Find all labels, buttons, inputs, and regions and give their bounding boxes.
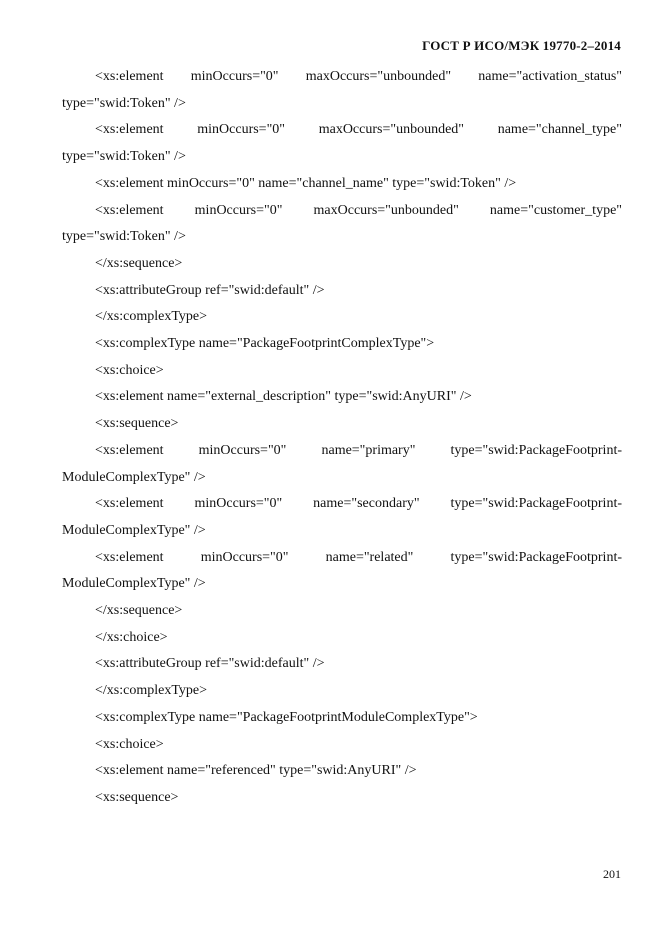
xml-schema-listing [62,64,622,812]
code-line: <xs:element minOccurs="0" name="primary" type="swid:PackageFootprint-ModuleComplexType" /> [62,442,622,485]
code-line: <xs:choice> [95,362,164,378]
page-number: 201 [603,867,621,881]
code-line: <xs:element minOccurs="0" name="secondary" type="swid:PackageFootprint-ModuleComplexType" /> [62,496,622,538]
code-line: <xs:element minOccurs="0" name="channel_name" type="swid:Token" /> [95,175,517,191]
code-line: <xs:element minOccurs="0" maxOccurs="unbounded" name="customer_type" type="swid:Token" /> [62,202,622,245]
code-line: <xs:element name="external_description" type="swid:AnyURI" /> [95,389,472,405]
code-line: <xs:complexType name="PackageFootprintComplexType"> [95,336,435,352]
code-line: <xs:choice> [95,736,164,752]
code-line: <xs:attributeGroup ref="swid:default" /> [95,282,325,298]
code-line: <xs:element name="referenced" type="swid:AnyURI" /> [95,763,417,779]
code-line: <xs:attributeGroup ref="swid:default" /> [95,656,325,672]
document-header: ГОСТ Р ИСО/МЭК 19770-2–2014 [422,38,621,53]
code-line: <xs:sequence> [95,789,179,805]
code-line: <xs:element minOccurs="0" maxOccurs="unbounded" name="activation_status" type="swid:Token" /> [62,69,622,111]
code-line: </xs:complexType> [95,309,208,325]
code-line: </xs:complexType> [95,683,208,699]
code-line: </xs:choice> [95,629,168,645]
code-line: <xs:element minOccurs="0" maxOccurs="unbounded" name="channel_type" type="swid:Token" /> [62,122,622,165]
code-line: <xs:sequence> [95,416,179,432]
code-line: <xs:complexType name="PackageFootprintModuleComplexType"> [95,709,478,725]
code-line: </xs:sequence> [95,603,183,619]
code-line: </xs:sequence> [95,255,183,271]
code-line: <xs:element minOccurs="0" name="related" type="swid:PackageFootprint-ModuleComplexType" /> [62,549,622,592]
